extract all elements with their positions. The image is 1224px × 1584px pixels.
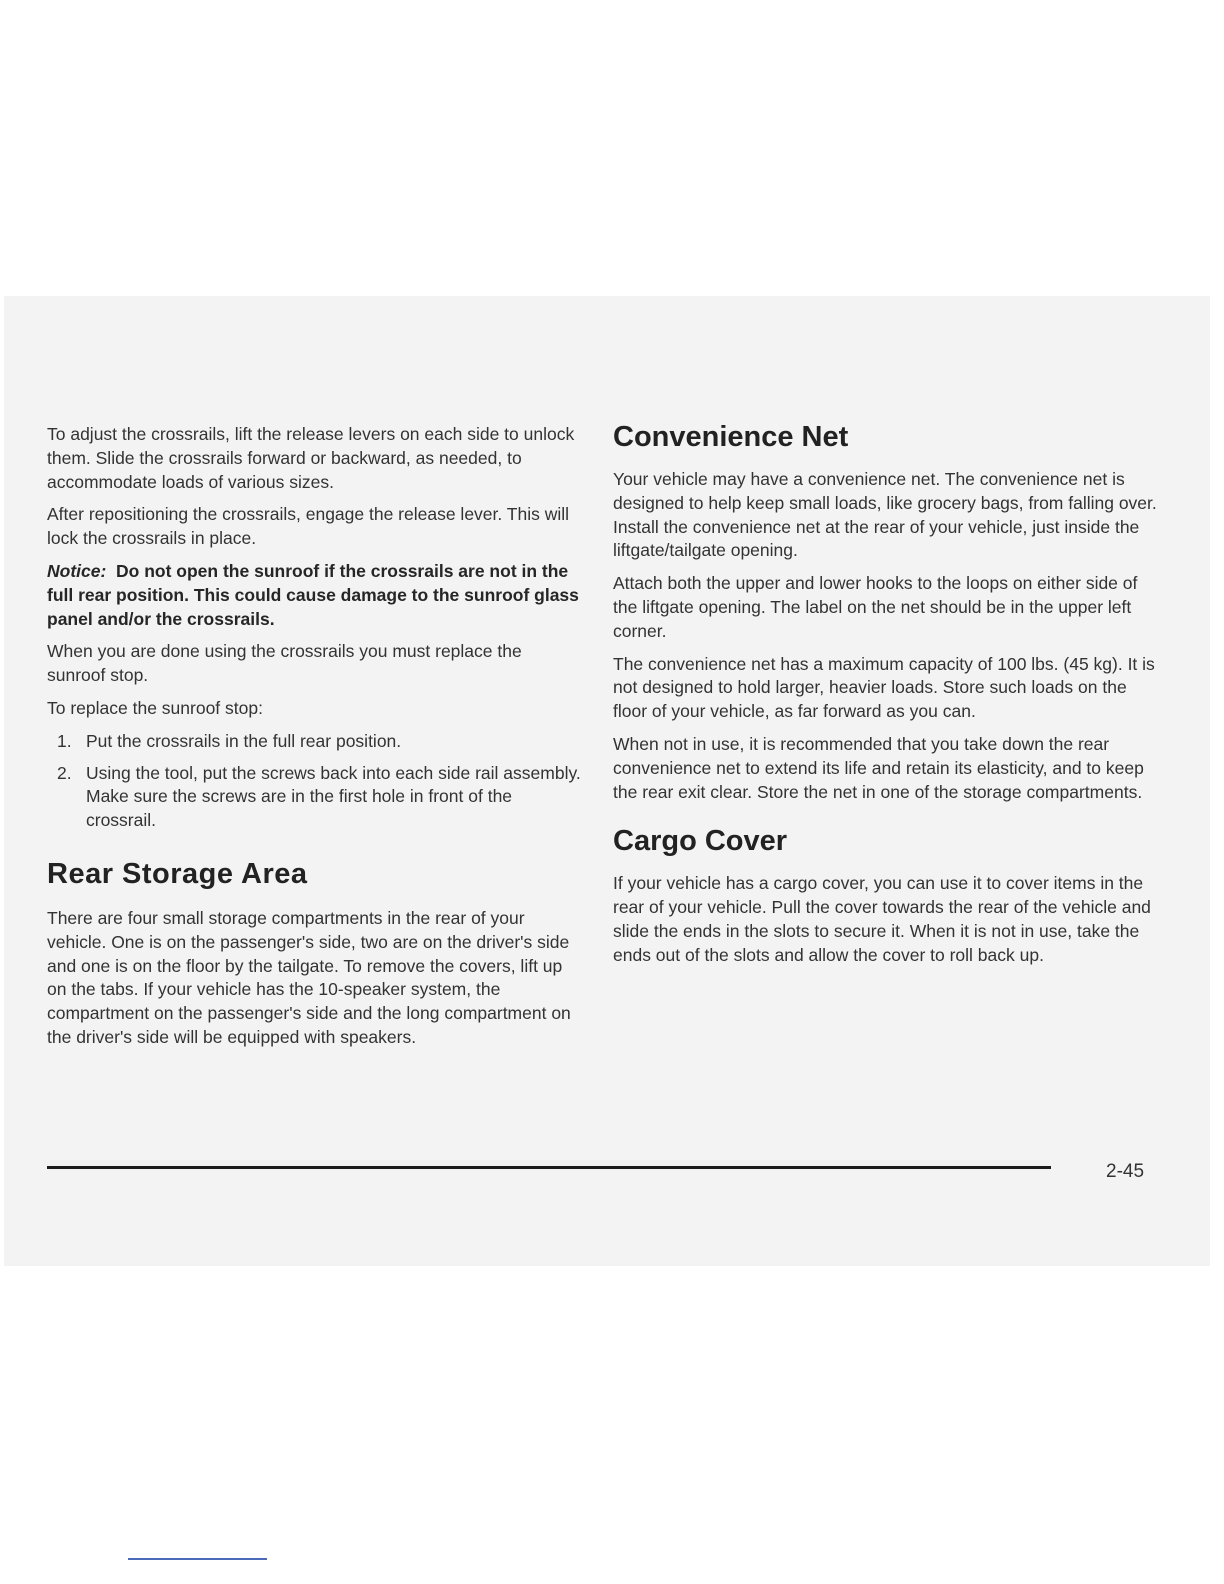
sunroof-notice	[47, 560, 582, 631]
step-number: 2.	[57, 762, 72, 783]
convenience-net-paragraph: The convenience net has a maximum capacity of 100 lbs. (45 kg). It is not designed to hold larger, heavier loads. Store such loads on the floor of your vehicle, as far forward as you can.	[613, 653, 1155, 722]
page-number: 2-45	[1106, 1161, 1145, 1182]
convenience-net-paragraph: Your vehicle may have a convenience net. The convenience net is designed to help keep small loads, like grocery bags, from falling over. Install the convenience net at the rear of your vehicle, just inside the liftgate/tailgate opening.	[613, 469, 1157, 561]
cargo-cover-heading: Cargo Cover	[613, 825, 788, 858]
replace-stop-steps	[47, 730, 582, 833]
crossrail-lock-paragraph: After repositioning the crossrails, engage the release lever. This will lock the crossrails in place.	[47, 504, 570, 549]
step-text: Put the crossrails in the full rear position.	[86, 730, 402, 751]
notice-label: Notice:	[47, 560, 107, 581]
cargo-cover-paragraph: If your vehicle has a cargo cover, you can use it to cover items in the rear of your vehicle. Pull the cover towards the rear of the vehicle and slide the ends in the slots to secure it. When it is not in use, take the ends out of the slots and allow the cover to roll back up.	[613, 873, 1151, 965]
replace-stop-intro: To replace the sunroof stop:	[47, 697, 263, 718]
left-column	[47, 423, 582, 1059]
step-text: Using the tool, put the screws back into each side rail assembly. Make sure the screws are in the first hole in front of the crossrail.	[86, 762, 581, 831]
rear-storage-heading: Rear Storage Area	[47, 857, 308, 890]
rear-storage-paragraph: There are four small storage compartments in the rear of your vehicle. One is on the passenger's side, two are on the driver's side and one is on the floor by the tailgate. To remove the covers, lift up on the tabs. If your vehicle has the 10-speaker system, the compartment on the passenger's side and the long compartment on the driver's side will be equipped with speakers.	[47, 907, 571, 1047]
step-item	[47, 730, 582, 754]
footer-rule	[47, 1166, 1051, 1169]
convenience-net-heading: Convenience Net	[613, 421, 849, 453]
right-column	[613, 420, 1158, 977]
convenience-net-paragraph: Attach both the upper and lower hooks to the loops on either side of the liftgate opening. The label on the net should be in the upper left corner.	[613, 573, 1138, 641]
crossrail-adjust-paragraph: To adjust the crossrails, lift the release levers on each side to unlock them. Slide the crossrails forward or backward, as needed, to accommodate loads of various sizes.	[47, 424, 575, 492]
step-item	[47, 762, 582, 833]
notice-text: Do not open the sunroof if the crossrails are not in the full rear position. This could cause damage to the sunroof glass panel and/or the crossrails.	[47, 560, 579, 629]
replace-stop-paragraph: When you are done using the crossrails you must replace the sunroof stop.	[47, 641, 522, 686]
step-number: 1.	[57, 730, 72, 751]
bottom-divider	[128, 1558, 267, 1560]
convenience-net-paragraph: When not in use, it is recommended that you take down the rear convenience net to extend its life and retain its elasticity, and to keep the rear exit clear. Store the net in one of the storage compartments.	[613, 733, 1144, 802]
